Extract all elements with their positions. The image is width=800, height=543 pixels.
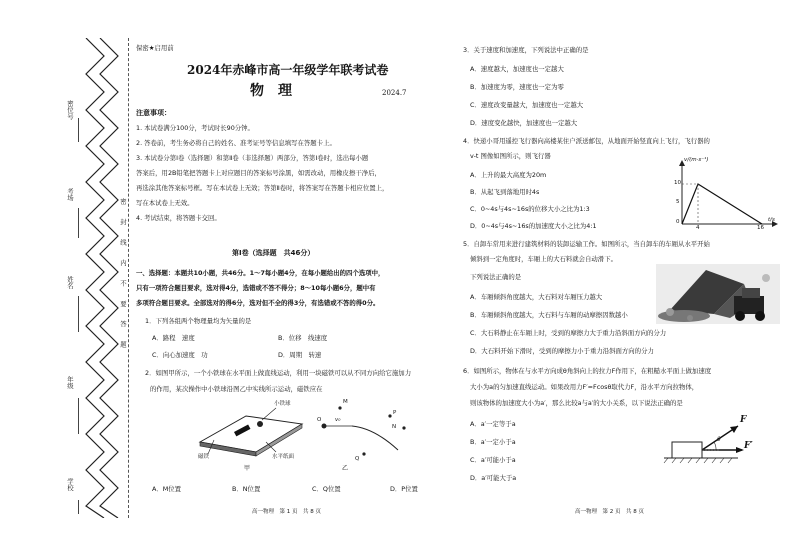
q4-graph-ylabel: v/(m·s⁻¹) — [684, 157, 709, 163]
q5-stem-1: 5．自卸车常用来进行建筑材料的装卸运输工作。如图所示，当自卸车的车厢从水平开始 — [463, 240, 710, 248]
q4-graph-ytick-5: 5 — [676, 199, 680, 205]
notes-title: 注意事项： — [136, 109, 171, 117]
q2-label-q: Q — [355, 456, 360, 462]
q1-option-c: C．向心加速度 功 — [152, 351, 208, 359]
q2-label-p: P — [393, 410, 397, 416]
q1-option-b: B．位移 线速度 — [278, 334, 328, 342]
q2-label-ball: 小铁球 — [274, 401, 291, 407]
q5-stem-2: 倾斜到一定角度时，车厢上的大石料就会自动滑下。 — [470, 255, 617, 263]
q1-option-d: D．周期 转速 — [278, 351, 322, 359]
q3-option-c: C．速度改变量越大，加速度也一定越大 — [470, 101, 584, 109]
part1-title: 第Ⅰ卷（选择题 共46分） — [232, 249, 315, 257]
q6-option-a: A．a′一定等于a — [470, 420, 516, 428]
q6-label-theta: θ — [717, 436, 721, 443]
q2-option-c: C．Q位置 — [312, 485, 341, 493]
footer-left: 高一物理 第 1 页 共 8 页 — [252, 509, 321, 515]
q4-graph-ytick-10: 10 — [674, 180, 681, 186]
note-line-7: 4. 考试结束，将答题卡交回。 — [136, 214, 221, 222]
instruction-line-1: 一、选择题：本题共10小题，共46分。1～7每小题4分，在每小题给出的四个选项中， — [136, 269, 385, 277]
q5-option-b: B．车厢倾斜角度越大，大石料与车厢的动摩擦因数越小 — [470, 311, 628, 319]
q4-graph-xlabel: t/s — [768, 217, 775, 223]
q4-graph-xtick-4: 4 — [696, 225, 700, 231]
q2-option-a: A．M位置 — [152, 485, 182, 493]
q6-stem-2: 大小为a的匀加速直线运动。如果改用力F′=Fcosθ取代力F，沿水平方向拉物体， — [470, 383, 699, 391]
field-grade: 年级 — [66, 376, 74, 389]
q3-option-d: D．速度变化越快，加速度也一定越大 — [470, 119, 578, 127]
q4-stem-1: 4．快递小哥用遥控飞行器向高楼某住户派送邮包，从地面开始竖直向上飞行，飞行器的 — [463, 137, 710, 145]
q6-force-figure — [660, 412, 750, 468]
q2-label-magnet: 磁铁 — [198, 454, 210, 460]
q6-stem-3: 则该物体的加速度大小为a′，那么比较a与a′的大小关系，以下说法正确的是 — [470, 399, 683, 407]
q3-stem: 3．关于速度和加速度，下列说法中正确的是 — [463, 46, 589, 54]
q1-stem: 1．下列各组两个物理量均为矢量的是 — [145, 317, 252, 325]
q2-label-o: O — [317, 417, 322, 423]
q2-option-d: D．P位置 — [390, 485, 418, 493]
secret-label: 保密★启用前 — [136, 44, 174, 52]
q4-graph-origin: 0 — [676, 219, 680, 225]
q2-stem-2: 的作用，某次操作中小铁球沿图乙中实线所示运动，磁铁应在 — [150, 385, 323, 393]
seal-line — [128, 38, 129, 518]
q3-option-a: A．速度越大，加速度也一定越大 — [470, 65, 564, 73]
q5-dump-truck-photo — [656, 264, 780, 324]
q6-stem-1: 6．如图所示，物体在与水平方向成θ角斜向上的拉力F作用下，在粗糙水平面上做加速度 — [463, 367, 712, 375]
q4-stem-2: v-t 图像如图所示，则飞行器 — [470, 152, 551, 160]
q6-label-fprime: F′ — [744, 441, 753, 451]
q4-option-c: C．0~4s与4s~16s的位移大小之比为1:3 — [470, 205, 590, 213]
q2-label-yi: 乙 — [342, 465, 349, 472]
q4-vt-graph — [668, 157, 778, 232]
q5-option-a: A．车厢倾斜角度越大，大石料对车厢压力越大 — [470, 293, 603, 301]
binding-strip — [58, 38, 128, 518]
exam-date: 2024.7 — [382, 89, 407, 97]
note-line-6: 写在本试卷上无效。 — [136, 199, 194, 207]
field-room: 考场 — [66, 188, 74, 201]
exam-title: 2024年赤峰市高一年级学年联考试卷 — [187, 63, 389, 77]
q4-graph-xtick-16: 16 — [757, 225, 764, 231]
note-line-5: 再选涂其他答案标号框。写在本试卷上无效；答第Ⅱ卷时，将答案写在答题卡相应位置上， — [136, 184, 389, 192]
q2-label-jia: 甲 — [244, 465, 251, 472]
q5-stem-3: 下列说法正确的是 — [470, 273, 522, 281]
q1-option-a: A．路程 速度 — [152, 334, 195, 342]
q3-option-b: B．加速度为零，速度也一定为零 — [470, 83, 564, 91]
q2-label-paper: 水平纸面 — [272, 454, 295, 460]
q6-option-d: D．a′可能大于a — [470, 474, 517, 482]
q6-option-b: B．a′一定小于a — [470, 438, 516, 446]
note-line-1: 1. 本试卷满分100分，考试时长90分钟。 — [136, 124, 254, 132]
q2-label-n: N — [392, 424, 397, 430]
note-line-2: 2. 答卷前，考生务必将自己的姓名、准考证号等信息填写在答题卡上。 — [136, 139, 336, 147]
q2-option-b: B．N位置 — [232, 485, 261, 493]
q6-label-f: F — [740, 415, 747, 425]
q2-label-m: M — [343, 399, 348, 405]
instruction-line-2: 只有一项符合题目要求，选对得4分，选错或不答不得分；8～10每小题6分，题中有 — [136, 284, 376, 292]
seal-text: 密 封 线 内 不 要 答 题 — [119, 198, 127, 354]
q4-option-a: A．上升的最大高度为20m — [470, 171, 547, 179]
q2-label-v0: v₀ — [335, 417, 341, 423]
note-line-3: 3. 本试卷分第Ⅰ卷（选择题）和第Ⅱ卷（非选择题）两部分，答第Ⅰ卷时，选出每小题 — [136, 154, 369, 162]
q4-option-b: B．从起飞到落地用时4s — [470, 188, 540, 196]
note-line-4: 答案后，用2B铅笔把答题卡上对应题目的答案标号涂黑，如需改动，用橡皮擦干净后， — [136, 169, 381, 177]
q2-stem-1: 2．如图甲所示，一个小铁球在水平面上做直线运动，利用一块磁铁可以从不同方向给它施加力 — [145, 369, 412, 377]
field-school: 学校 — [66, 478, 74, 491]
q2-figure-jia — [190, 400, 310, 472]
field-name: 姓名 — [66, 276, 74, 289]
q5-option-c: C．大石料静止在车厢上时，受到的摩擦力大于重力沿斜面方向的分力 — [470, 329, 667, 337]
q6-option-c: C．a′可能小于a — [470, 456, 516, 464]
field-seat: 密位号 — [66, 100, 74, 120]
instruction-line-3: 多项符合题目要求。全部选对的得6分，选对但不全的得3分，有选错或不答的得0分。 — [136, 299, 380, 307]
footer-right: 高一物理 第 2 页 共 8 页 — [575, 509, 644, 515]
q5-option-d: D．大石料开始下滑时，受到的摩擦力小于重力沿斜面方向的分力 — [470, 347, 654, 355]
q4-option-d: D．0~4s与4s~16s的加速度大小之比为4:1 — [470, 222, 597, 230]
q2-figure-yi — [318, 398, 408, 466]
subject-title: 物 理 — [250, 83, 292, 99]
